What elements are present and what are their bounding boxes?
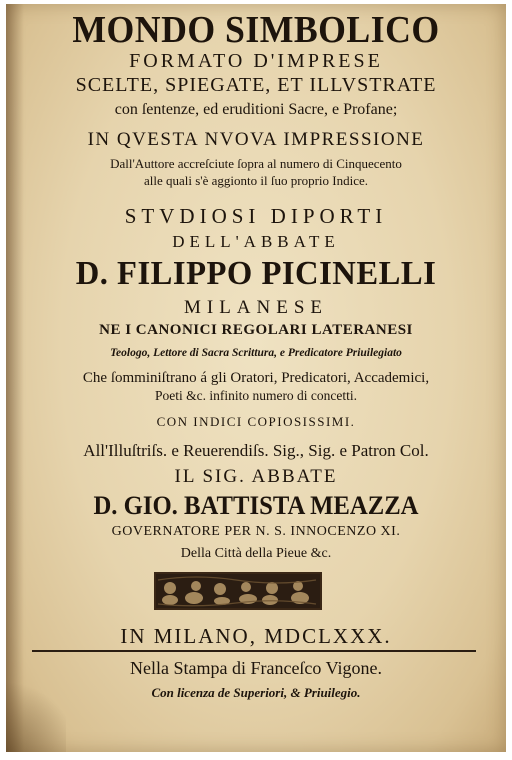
author-name: D. FILIPPO PICINELLI: [75, 255, 437, 292]
author-titles: Teologo, Lettore di Sacra Scrittura, e Predicatore Priuilegiato: [110, 347, 402, 359]
subtitle-line-1: FORMATO D'IMPRESE: [129, 50, 383, 72]
license-line: Con licenza de Superiori, & Priuilegio.: [151, 685, 361, 700]
edition-heading: IN QVESTA NVOVA IMPRESSIONE: [87, 129, 425, 150]
indices-note: CON INDICI COPIOSISSIMI.: [156, 414, 356, 429]
studiosi-diporti: STVDIOSI DIPORTI: [124, 204, 388, 228]
purpose-line-1: Che ſomminiſtrano á gli Oratori, Predicatori, Accademici,: [82, 370, 430, 386]
cherub-band-icon: [156, 574, 320, 608]
woodcut-ornament: [154, 572, 322, 610]
printer-line: Nella Stampa di Franceſco Vigone.: [129, 658, 383, 678]
subtitle-line-3: con ſentenze, ed eruditioni Sacre, e Profane;: [114, 101, 398, 118]
subtitle-line-2: SCELTE, SPIEGATE, ET ILLVSTRATE: [75, 74, 437, 96]
purpose-line-2: Poeti &c. infinito numero di concetti.: [154, 388, 358, 403]
author-origin: MILANESE: [183, 297, 329, 318]
edition-note-1: Dall'Auttore accreſciute ſopra al numero di Cinquecento: [110, 156, 402, 171]
dedicatee-name: D. GIO. BATTISTA MEAZZA: [93, 491, 419, 520]
title-page: [6, 4, 506, 752]
divider-rule: [32, 650, 476, 652]
dell-abbate: DELL'ABBATE: [172, 232, 340, 251]
dedicatee-title: IL SIG. ABBATE: [174, 466, 338, 487]
dedication-line: All'Illuſtriſs. e Reuerendiſs. Sig., Sig. e Patron Col.: [83, 441, 429, 460]
imprint-place-date: IN MILANO, MDCLXXX.: [120, 624, 392, 648]
edition-note-2: alle quali s'è aggionto il ſuo proprio Indice.: [143, 173, 368, 188]
author-order: NE I CANONICI REGOLARI LATERANESI: [99, 322, 413, 338]
dedicatee-office: GOVERNATORE PER N. S. INNOCENZO XI.: [111, 524, 401, 539]
dedicatee-city: Della Città della Pieue &c.: [180, 546, 332, 561]
main-title: MONDO SIMBOLICO: [72, 9, 440, 51]
corner-stain: [6, 672, 66, 752]
